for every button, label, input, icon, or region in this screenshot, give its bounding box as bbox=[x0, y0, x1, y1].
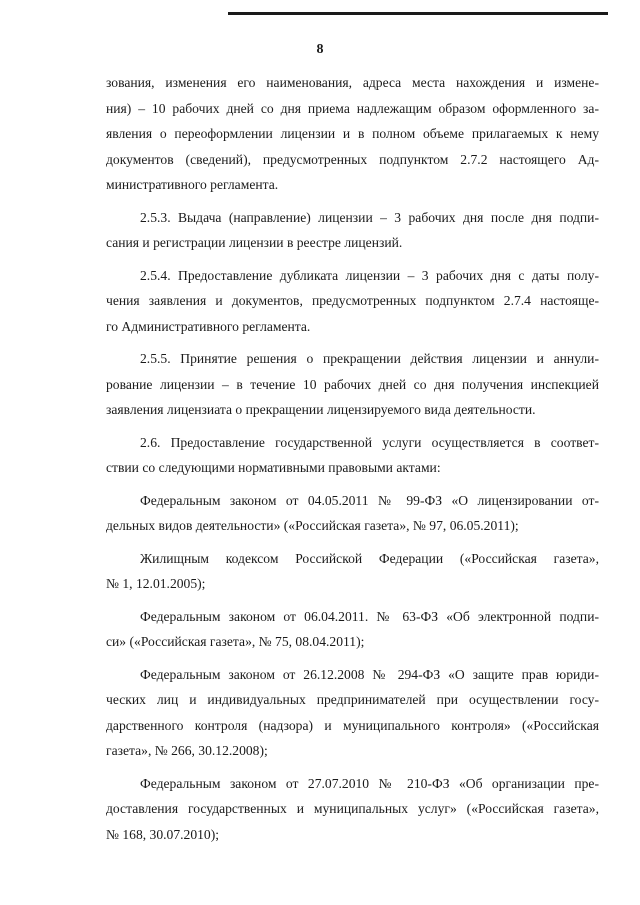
paragraph-continuation bbox=[106, 70, 599, 198]
legal-act-item bbox=[106, 546, 599, 597]
text-line: 2.6. Предоставление государственной услуги осуществляется в соответ- bbox=[140, 434, 599, 450]
text-line: явления о переоформлении лицензии и в полном объеме прилагаемых к нему bbox=[106, 126, 599, 141]
text-line: 2.5.3. Выдача (направление) лицензии – 3 рабочих дня после дня подпи- bbox=[140, 209, 599, 225]
text-line: ния) – 10 рабочих дней со дня приема надлежащим образом оформленного за- bbox=[106, 100, 599, 116]
paragraph-2-5-5 bbox=[106, 346, 599, 423]
text-line: чения заявления и документов, предусмотренных подпунктом 2.7.4 настояще- bbox=[106, 293, 599, 308]
text-line: дарственного контроля (надзора) и муниципального контроля» («Российская bbox=[106, 717, 599, 733]
text-line: документов (сведений), предусмотренных подпунктом 2.7.2 настоящего Ад- bbox=[106, 151, 599, 167]
text-line: ствии со следующими нормативными правовыми актами: bbox=[106, 460, 441, 475]
text-line: си» («Российская газета», № 75, 08.04.2011); bbox=[106, 634, 365, 649]
page-number: 8 bbox=[316, 42, 324, 57]
text-line: 2.5.4. Предоставление дубликата лицензии – 3 рабочих дня с даты полу- bbox=[140, 267, 599, 283]
paragraph-2-5-4 bbox=[106, 263, 599, 340]
text-line: газета», № 266, 30.12.2008); bbox=[106, 743, 268, 758]
text-line: № 168, 30.07.2010); bbox=[106, 826, 220, 842]
paragraph-2-5-3 bbox=[106, 205, 599, 256]
text-line: рование лицензии – в течение 10 рабочих дней со дня получения инспекцией bbox=[106, 376, 599, 392]
document-body bbox=[106, 70, 599, 847]
text-line: зования, изменения его наименования, адреса места нахождения и измене- bbox=[106, 75, 599, 90]
text-line: Федеральным законом от 27.07.2010 № 210-ФЗ «Об организации пре- bbox=[140, 775, 599, 791]
paragraph-2-6 bbox=[106, 430, 599, 481]
text-line: Федеральным законом от 06.04.2011. № 63-ФЗ «Об электронной подпи- bbox=[140, 608, 599, 624]
header-rule bbox=[228, 12, 608, 15]
text-line: министративного регламента. bbox=[106, 177, 279, 192]
text-line: доставления государственных и муниципальных услуг» («Российская газета», bbox=[106, 801, 599, 816]
text-line: Федеральным законом от 04.05.2011 № 99-ФЗ «О лицензировании от- bbox=[140, 492, 599, 508]
text-line: 2.5.5. Принятие решения о прекращении действия лицензии и аннули- bbox=[140, 351, 599, 366]
text-line: ческих лиц и индивидуальных предпринимателей при осуществлении госу- bbox=[106, 692, 599, 707]
text-line: сания и регистрации лицензии в реестре лицензий. bbox=[106, 235, 403, 250]
legal-act-item bbox=[106, 604, 599, 655]
legal-act-item bbox=[106, 488, 599, 539]
text-line: Жилищным кодексом Российской Федерации («Российская газета», bbox=[140, 550, 599, 566]
text-line: Федеральным законом от 26.12.2008 № 294-ФЗ «О защите прав юриди- bbox=[140, 666, 599, 682]
legal-act-item bbox=[106, 662, 599, 764]
text-line: дельных видов деятельности» («Российская газета», № 97, 06.05.2011); bbox=[106, 518, 519, 533]
text-line: № 1, 12.01.2005); bbox=[106, 576, 206, 591]
text-line: заявления лицензиата о прекращении лицензируемого вида деятельности. bbox=[106, 402, 536, 417]
text-line: го Административного регламента. bbox=[106, 318, 311, 334]
legal-act-item bbox=[106, 771, 599, 848]
